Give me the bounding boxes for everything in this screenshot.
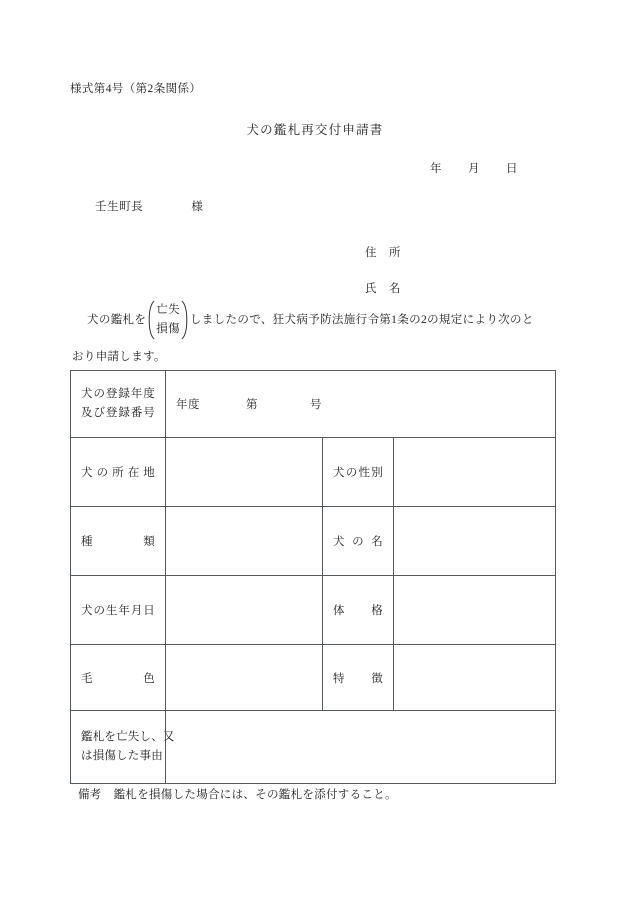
left-brace-icon [148,300,155,340]
footnote [78,786,397,802]
table-row [71,438,556,507]
build-value-cell[interactable] [394,576,556,645]
date-year-label: 年 [430,163,442,175]
birthdate-label-cell [71,576,166,645]
dog-name-label: 犬の名 [333,536,383,548]
body-line-1 [70,300,562,340]
reason-label-line2: は損傷した事由 [81,750,163,762]
reason-label-line1: 鑑札を亡失し、又 [81,731,175,743]
loss-or-damage-choice [148,300,188,340]
applicant-name-label: 氏 名 [365,283,401,295]
registration-label-line2: 及び登録番号 [81,407,155,419]
page-title: 犬の鑑札再交付申請書 [246,123,384,137]
body-after-choice-text: しましたので、狂犬病予防法施行令第1条の2の規定により次のと [189,314,534,326]
coat-color-label: 毛色 [81,672,155,685]
body-paragraph [70,300,562,372]
location-label-cell [71,438,166,507]
dog-name-label-cell [323,507,394,576]
location-value-cell[interactable] [166,438,323,507]
addressee-name: 壬生町長 [95,201,144,213]
body-lead-text: 犬の鑑札を [87,314,147,326]
features-label-cell [323,645,394,711]
location-label: 犬の所在地 [81,467,155,479]
footnote-label: 備考 [78,789,102,801]
features-value-cell[interactable] [394,645,556,711]
features-label: 特徴 [333,672,383,685]
registration-gou-label: 号 [310,399,322,411]
dog-name-value-cell[interactable] [394,507,556,576]
sex-label-cell [323,438,394,507]
reason-label-cell [71,711,175,784]
date-line [0,160,630,176]
body-line-2: おり申請します。 [72,351,166,363]
breed-label-cell [71,507,166,576]
addressee-honorific: 様 [191,201,204,213]
applicant-address-label: 住 所 [365,247,401,259]
registration-label-cell [71,371,166,438]
sex-value-cell[interactable] [394,438,556,507]
coat-color-value-cell[interactable] [166,645,323,711]
reason-value-cell[interactable] [166,711,556,784]
breed-value-cell[interactable] [166,507,323,576]
applicant-block [365,235,401,307]
sex-label: 犬の性別 [333,467,383,479]
footnote-text: 鑑札を損傷した場合には、その鑑札を添付すること。 [113,789,397,801]
table-row [71,371,556,438]
registration-value-cell[interactable] [166,371,556,438]
build-label: 体格 [333,605,383,617]
date-day-label: 日 [506,163,518,175]
choice-option-damage: 損傷 [156,323,180,335]
table-row [71,576,556,645]
coat-color-label-cell [71,645,166,711]
registration-label-line1: 犬の登録年度 [81,388,155,400]
right-brace-icon [181,300,188,340]
birthdate-value-cell[interactable] [166,576,323,645]
breed-label: 種類 [81,536,155,548]
dog-registration-table [70,370,556,784]
birthdate-label: 犬の生年月日 [81,605,155,617]
table-row [71,507,556,576]
date-month-label: 月 [468,163,480,175]
registration-dai-label: 第 [246,399,258,411]
table-row [71,645,556,711]
registration-year-label: 年度 [176,399,200,411]
form-code: 様式第4号（第2条関係） [70,83,202,95]
choice-option-loss: 亡失 [156,304,180,316]
table-row [71,711,556,784]
choice-stack [155,301,181,339]
build-label-cell [323,576,394,645]
addressee [95,198,204,214]
